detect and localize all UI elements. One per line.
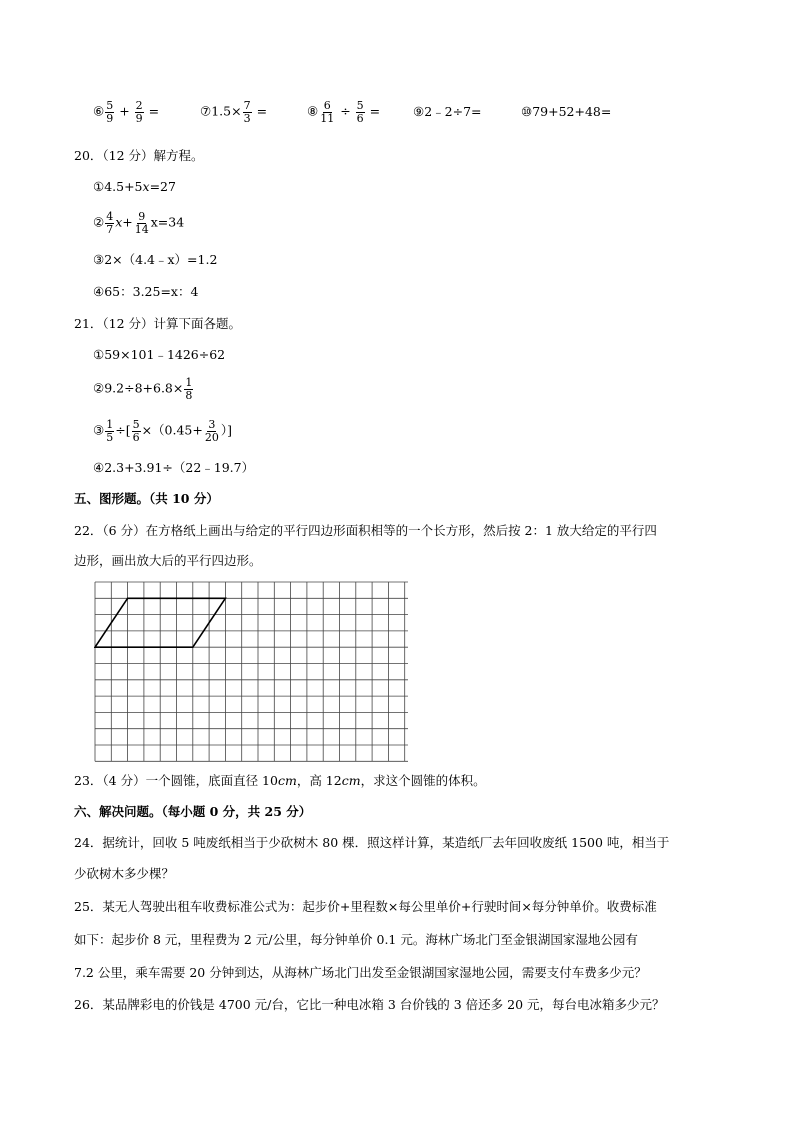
denominator: 8 bbox=[185, 388, 193, 402]
item-mark: ② bbox=[93, 380, 105, 396]
fraction bbox=[105, 100, 114, 124]
section-6-heading: 六、解决问题。（每小题 0 分，共 25 分） bbox=[74, 804, 312, 819]
equals: = bbox=[256, 103, 268, 119]
operator: + bbox=[119, 103, 130, 119]
q24-line-2: 少砍树木多少棵？ bbox=[74, 866, 175, 881]
numerator: 5 bbox=[106, 99, 114, 112]
graph-paper bbox=[94, 581, 408, 762]
numerator: 3 bbox=[208, 418, 216, 431]
expression: x+ bbox=[115, 214, 133, 230]
fraction bbox=[184, 377, 193, 401]
q21-item-3 bbox=[93, 419, 232, 443]
denominator: 9 bbox=[106, 111, 114, 125]
equals: = bbox=[148, 103, 160, 119]
numerator: 1 bbox=[106, 418, 114, 431]
q19-item-10: ⑩79+52+48= bbox=[521, 104, 612, 119]
equals: = bbox=[369, 103, 381, 119]
q20-item-3: ③2×（4.4﹣x）=1.2 bbox=[93, 252, 218, 267]
q25-line-1: 25．某无人驾驶出租车收费标准公式为：起步价+里程数×每公里单价+行驶时间×每分钟单价。收费标准 bbox=[74, 899, 657, 914]
item-mark: ③ bbox=[93, 422, 105, 438]
numerator: 7 bbox=[243, 99, 251, 112]
expression: 9.2÷8+6.8× bbox=[104, 380, 184, 396]
fraction bbox=[319, 100, 335, 124]
q21-item-2 bbox=[93, 377, 194, 401]
denominator: 20 bbox=[204, 430, 219, 444]
q22-line-2: 边形，画出放大后的平行四边形。 bbox=[74, 553, 262, 568]
expression: 1.5× bbox=[211, 103, 242, 119]
numerator: 9 bbox=[138, 210, 146, 223]
denominator: 7 bbox=[106, 222, 114, 236]
q19-item-7 bbox=[200, 100, 267, 124]
numerator: 1 bbox=[185, 376, 193, 389]
q21-item-4: ④2.3+3.91÷（22﹣19.7） bbox=[93, 460, 255, 475]
section-5-heading: 五、图形题。（共 10 分） bbox=[74, 491, 219, 506]
q21-item-1: ①59×101﹣1426÷62 bbox=[93, 347, 226, 362]
q24-line-1: 24．据统计，回收 5 吨废纸相当于少砍树木 80 棵．照这样计算，某造纸厂去年回收废纸 1500 吨，相当于 bbox=[74, 835, 670, 850]
fraction bbox=[134, 211, 150, 235]
fraction bbox=[105, 419, 114, 443]
q25-line-3: 7.2 公里，乘车需要 20 分钟到达，从海林广场北门出发至金银湖国家湿地公园，需要支付车费多少元？ bbox=[74, 965, 647, 980]
denominator: 6 bbox=[356, 111, 364, 125]
fraction bbox=[243, 100, 252, 124]
q21-title: 21．（12 分）计算下面各题。 bbox=[74, 316, 242, 331]
fraction bbox=[204, 419, 220, 443]
item-mark: ⑧ bbox=[307, 103, 319, 119]
numerator: 2 bbox=[135, 99, 143, 112]
item-mark: ⑥ bbox=[93, 103, 105, 119]
expression: x=34 bbox=[150, 214, 185, 230]
fraction bbox=[356, 100, 365, 124]
q20-title: 20．（12 分）解方程。 bbox=[74, 148, 204, 163]
fraction bbox=[135, 100, 144, 124]
fraction bbox=[132, 419, 141, 443]
q20-item-4: ④65：3.25=x：4 bbox=[93, 284, 199, 299]
q19-item-8 bbox=[307, 100, 380, 124]
item-mark: ② bbox=[93, 214, 105, 230]
denominator: 3 bbox=[243, 111, 251, 125]
q26-text: 26．某品牌彩电的价钱是 4700 元/台，它比一种电冰箱 3 台价钱的 3 倍还多 20 元，每台电冰箱多少元？ bbox=[74, 997, 665, 1012]
expression: ÷[ bbox=[115, 422, 131, 438]
q20-item-2 bbox=[93, 211, 184, 235]
q22-line-1: 22．（6 分）在方格纸上画出与给定的平行四边形面积相等的一个长方形，然后按 2：1 放大给定的平行四 bbox=[74, 523, 657, 538]
denominator: 6 bbox=[132, 430, 140, 444]
q19-item-9: ⑨2﹣2÷7= bbox=[413, 104, 482, 119]
numerator: 6 bbox=[323, 99, 331, 112]
item-mark: ⑦ bbox=[200, 103, 212, 119]
numerator: 5 bbox=[132, 418, 140, 431]
denominator: 14 bbox=[134, 222, 149, 236]
operator: ÷ bbox=[340, 103, 351, 119]
expression: ）] bbox=[220, 422, 232, 438]
denominator: 9 bbox=[135, 111, 143, 125]
q25-line-2: 如下：起步价 8 元，里程费为 2 元/公里，每分钟单价 0.1 元。海林广场北门至金银湖国家湿地公园有 bbox=[74, 932, 638, 947]
denominator: 11 bbox=[320, 111, 335, 125]
q19-item-6 bbox=[93, 100, 159, 124]
denominator: 5 bbox=[106, 430, 114, 444]
q20-item-1: ①4.5+5x=27 bbox=[93, 179, 176, 194]
expression: ×（0.45+ bbox=[141, 422, 203, 438]
numerator: 4 bbox=[106, 210, 114, 223]
numerator: 5 bbox=[356, 99, 364, 112]
q23-text: 23．（4 分）一个圆锥，底面直径 10cm，高 12cm，求这个圆锥的体积。 bbox=[74, 773, 486, 788]
fraction bbox=[105, 211, 114, 235]
